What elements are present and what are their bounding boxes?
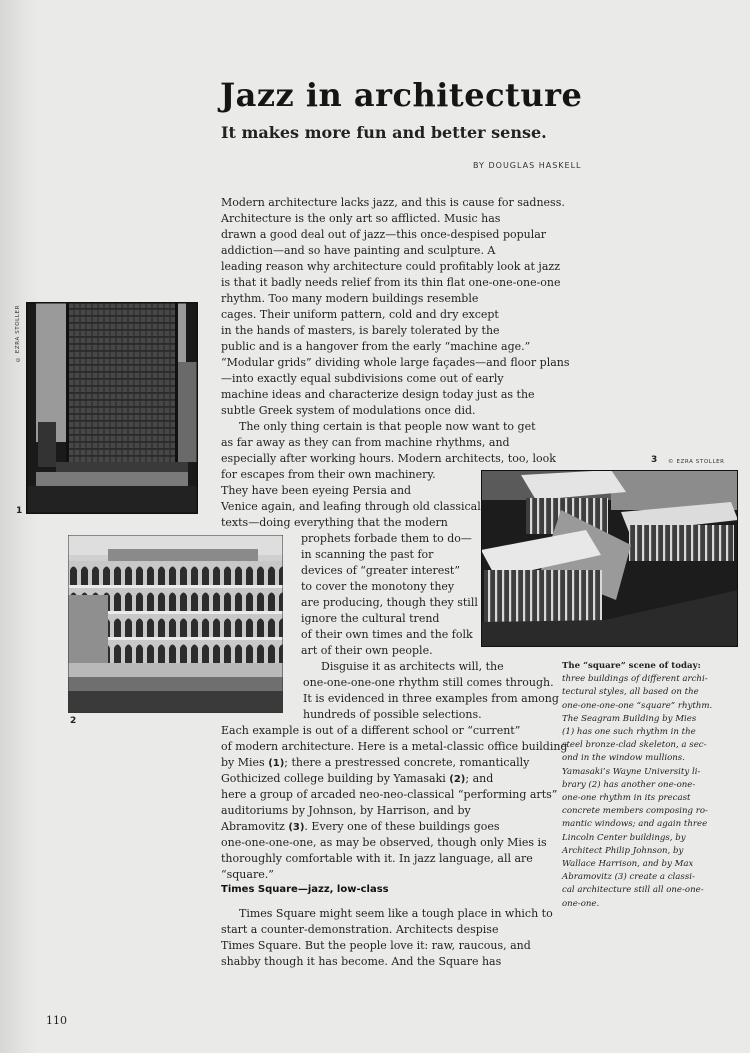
body-line: auditoriums by Johnson, by Harrison, and by xyxy=(221,804,471,817)
body-line: machine ideas and characterize design today just as the xyxy=(221,388,535,401)
body-line: for escapes from their own machinery. xyxy=(221,468,436,481)
article-subtitle: It makes more fun and better sense. xyxy=(221,123,547,142)
body-line: one-one-one-one rhythm still comes through. xyxy=(303,676,554,689)
caption-line: Lincoln Center buildings, by xyxy=(562,832,686,843)
body-line: one-one-one-one, as may be observed, though only Mies is xyxy=(221,836,547,849)
page-number: 110 xyxy=(46,1014,67,1027)
body-line: especially after working hours. Modern architects, too, look xyxy=(221,452,556,465)
figure-number-3: 3 xyxy=(651,455,658,465)
caption-line: cal architecture still all one-one- xyxy=(562,885,704,896)
body-line: Times Square. But the people love it: raw, raucous, and xyxy=(221,939,531,952)
photo-credit-1: © EZRA STOLLER xyxy=(15,305,21,363)
body-text: ; and xyxy=(465,772,494,785)
body-line: Modern architecture lacks jazz, and this is cause for sadness. xyxy=(221,196,565,209)
body-line: The only thing certain is that people now want to get xyxy=(239,420,536,433)
caption-line: concrete members composing ro- xyxy=(562,806,708,817)
body-line: addiction—and so have painting and sculpture. A xyxy=(221,244,496,257)
body-line: as far away as they can from machine rhythms, and xyxy=(221,436,510,449)
body-line: Times Square might seem like a tough place in which to xyxy=(239,907,553,920)
body-line: public and is a hangover from the early “machine age.” xyxy=(221,340,531,353)
wayne-library-photo xyxy=(68,535,283,713)
body-line: “Modular grids” dividing whole large façades—and floor plans xyxy=(221,356,570,369)
body-line: They have been eyeing Persia and xyxy=(221,484,412,497)
caption-line: Abramovitz (3) create a classi- xyxy=(562,872,695,883)
body-line: “square.” xyxy=(221,868,274,881)
body-text: Gothicized college building by Yamasaki xyxy=(221,772,450,785)
body-line: art of their own people. xyxy=(301,644,433,657)
body-line: Architecture is the only art so afflicted. Music has xyxy=(221,212,501,225)
body-line: in scanning the past for xyxy=(301,548,434,561)
caption-line: The Seagram Building by Mies xyxy=(562,713,697,724)
body-text: . Every one of these buildings goes xyxy=(304,820,500,833)
figure-ref-1: (1) xyxy=(268,758,285,769)
caption-line: one-one. xyxy=(562,898,600,909)
body-line: shabby though it has become. And the Square has xyxy=(221,955,502,968)
body-line: Venice again, and leafing through old classical xyxy=(221,500,481,513)
caption-line: steel bronze-clad skeleton, a sec- xyxy=(562,740,707,751)
body-line: hundreds of possible selections. xyxy=(303,708,482,721)
caption-line: one-one-one-one “square” rhythm. xyxy=(562,700,713,711)
article-title: Jazz in architecture xyxy=(220,76,583,114)
photo-lincoln-center-model xyxy=(481,470,738,647)
caption-line: tectural styles, all based on the xyxy=(562,687,699,698)
figure-number-1: 1 xyxy=(16,506,23,516)
body-line: here a group of arcaded neo-neo-classical “performing arts” xyxy=(221,788,558,801)
lincoln-center-model-photo xyxy=(481,470,738,647)
figure-ref-3: (3) xyxy=(288,822,305,833)
body-line: subtle Greek system of modulations once did. xyxy=(221,404,476,417)
body-line: is that it badly needs relief from its thin flat one-one-one-one xyxy=(221,276,561,289)
body-line: texts—doing everything that the modern xyxy=(221,516,448,529)
photo-credit-3: © EZRA STOLLER xyxy=(668,459,725,465)
body-line: cages. Their uniform pattern, cold and dry except xyxy=(221,308,499,321)
body-line: thoroughly comfortable with it. In jazz language, all are xyxy=(221,852,533,865)
page-gutter-shadow xyxy=(0,0,40,1053)
body-line: Disguise it as architects will, the xyxy=(321,660,504,673)
caption-line: brary (2) has another one-one- xyxy=(562,779,696,790)
caption-line: Wallace Harrison, and by Max xyxy=(562,859,694,870)
body-line: rhythm. Too many modern buildings resemble xyxy=(221,292,479,305)
body-text: by Mies xyxy=(221,756,269,769)
caption-line: mantic windows; and again three xyxy=(562,819,708,830)
caption-line: (1) has one such rhythm in the xyxy=(562,727,696,738)
body-line: to cover the monotony they xyxy=(301,580,455,593)
caption-line: three buildings of different archi- xyxy=(562,674,708,685)
caption-line: Yamasaki’s Wayne University li- xyxy=(562,766,701,777)
body-line: devices of “greater interest” xyxy=(301,564,460,577)
body-line: of their own times and the folk xyxy=(301,628,473,641)
caption-line: one-one rhythm in its precast xyxy=(562,793,691,804)
body-line: start a counter-demonstration. Architects despise xyxy=(221,923,499,936)
body-text: Abramovitz xyxy=(221,820,289,833)
photo-wayne-library xyxy=(68,535,283,713)
body-line: It is evidenced in three examples from among xyxy=(303,692,559,705)
body-line: prophets forbade them to do— xyxy=(301,532,472,545)
caption-line: The “square” scene of today: xyxy=(562,661,701,671)
body-line: leading reason why architecture could profitably look at jazz xyxy=(221,260,560,273)
body-line: in the hands of masters, is barely tolerated by the xyxy=(221,324,500,337)
caption-line: ond in the window mullions. xyxy=(562,753,685,764)
body-line: of modern architecture. Here is a metal-classic office building xyxy=(221,740,568,753)
body-text: ; there a prestressed concrete, romantically xyxy=(284,756,530,769)
section-heading: Times Square—jazz, low-class xyxy=(221,884,389,895)
body-line: ignore the cultural trend xyxy=(301,612,440,625)
caption-line: Architect Philip Johnson, by xyxy=(562,845,684,856)
seagram-building-photo xyxy=(26,302,198,514)
body-line: —into exactly equal subdivisions come out of early xyxy=(221,372,504,385)
body-line xyxy=(221,771,493,788)
body-line xyxy=(221,819,500,836)
figure-number-2: 2 xyxy=(70,716,77,726)
body-line: drawn a good deal out of jazz—this once-despised popular xyxy=(221,228,547,241)
photo-seagram-building xyxy=(26,302,198,514)
body-line: Each example is out of a different school or “current” xyxy=(221,724,521,737)
article-byline: BY DOUGLAS HASKELL xyxy=(473,161,582,170)
body-line: are producing, though they still xyxy=(301,596,478,609)
figure-ref-2: (2) xyxy=(449,774,466,785)
photo-caption xyxy=(562,660,742,911)
body-line xyxy=(221,755,529,772)
